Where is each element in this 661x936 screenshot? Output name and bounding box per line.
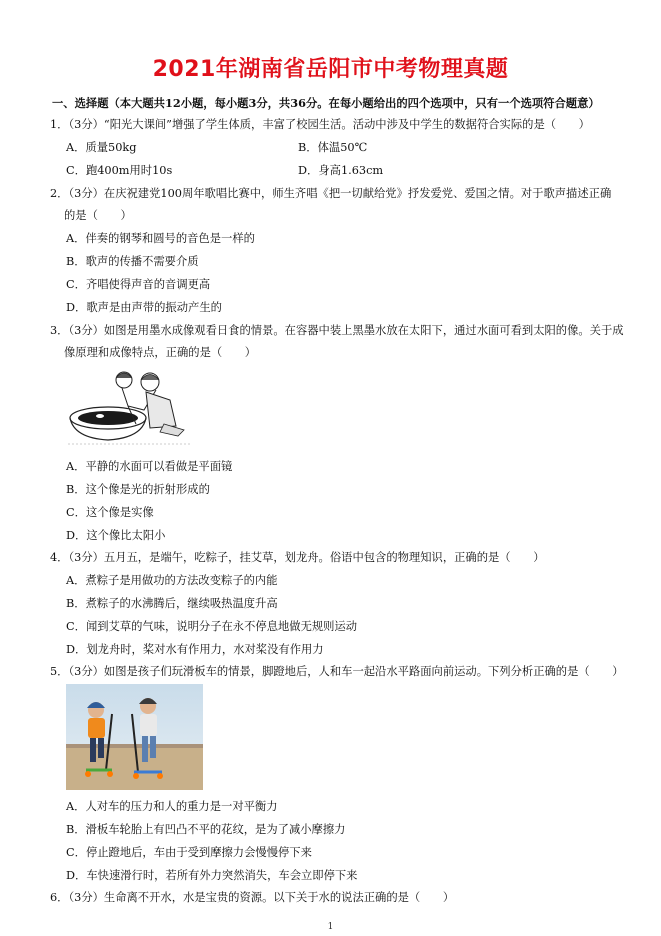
q3-stem-line1: 3．（3分）如图是用墨水成像观看日食的情景。在容器中装上黑墨水放在太阳下，通过水面可看到太阳的像。关于成 bbox=[50, 324, 624, 337]
q5-option-d: D．车快速滑行时，若所有外力突然消失，车会立即停下来 bbox=[66, 869, 358, 882]
solar-eclipse-ink-basin-illustration bbox=[66, 366, 194, 448]
q2-option-c: C．齐唱使得声音的音调更高 bbox=[66, 278, 211, 291]
q5-option-a: A．人对车的压力和人的重力是一对平衡力 bbox=[66, 800, 278, 813]
q3-option-c: C．这个像是实像 bbox=[66, 506, 154, 519]
q6-stem: 6．（3分）生命离不开水，水是宝贵的资源。以下关于水的说法正确的是（ ） bbox=[50, 891, 455, 904]
q2-option-d: D．歌声是由声带的振动产生的 bbox=[66, 301, 222, 314]
q1-option-c: C．跑400m用时10s bbox=[66, 164, 173, 177]
page-number: 1 bbox=[327, 922, 334, 932]
q1-option-d: D．身高1.63cm bbox=[298, 164, 384, 177]
kids-scooter-photo bbox=[66, 684, 203, 790]
q3-stem-line2: 像原理和成像特点，正确的是（ ） bbox=[64, 346, 257, 359]
q2-stem-line1: 2．（3分）在庆祝建党100周年歌唱比赛中，师生齐唱《把一切献给党》抒发爱党、爱国之情。对于歌声描述正确 bbox=[50, 187, 612, 200]
page-title: 2021年湖南省岳阳市中考物理真题 bbox=[152, 57, 509, 82]
q4-option-b: B．煮粽子的水沸腾后，继续吸热温度升高 bbox=[66, 597, 278, 610]
q2-stem-line2: 的是（ ） bbox=[64, 209, 132, 222]
q5-stem: 5．（3分）如图是孩子们玩滑板车的情景，脚蹬地后，人和车一起沿水平路面向前运动。下列分析正确的是（ ） bbox=[50, 665, 624, 678]
q1-option-b: B．体温50℃ bbox=[298, 141, 368, 154]
q2-option-b: B．歌声的传播不需要介质 bbox=[66, 255, 199, 268]
q3-option-d: D．这个像比太阳小 bbox=[66, 529, 166, 542]
q1-option-a: A．质量50kg bbox=[66, 141, 137, 154]
q3-option-b: B．这个像是光的折射形成的 bbox=[66, 483, 210, 496]
q4-stem: 4．（3分）五月五，是端午，吃粽子，挂艾草，划龙舟。俗语中包含的物理知识，正确的是（ ） bbox=[50, 551, 545, 564]
q5-option-b: B．滑板车轮胎上有凹凸不平的花纹，是为了减小摩擦力 bbox=[66, 823, 346, 836]
q4-option-c: C．闻到艾草的气味，说明分子在永不停息地做无规则运动 bbox=[66, 620, 358, 633]
q1-stem: 1．（3分）“阳光大课间”增强了学生体质，丰富了校园生活。活动中涉及中学生的数据符合实际的是（ ） bbox=[50, 118, 590, 131]
q3-option-a: A．平静的水面可以看做是平面镜 bbox=[66, 460, 233, 473]
section-heading: 一、选择题（本大题共12小题，每小题3分，共36分。在每小题给出的四个选项中，只有一个选项符合题意） bbox=[52, 96, 600, 110]
q4-option-a: A．煮粽子是用做功的方法改变粽子的内能 bbox=[66, 574, 278, 587]
q2-option-a: A．伴奏的钢琴和圆号的音色是一样的 bbox=[66, 232, 255, 245]
q5-option-c: C．停止蹬地后，车由于受到摩擦力会慢慢停下来 bbox=[66, 846, 312, 859]
q4-option-d: D．划龙舟时，桨对水有作用力，水对桨没有作用力 bbox=[66, 643, 324, 656]
